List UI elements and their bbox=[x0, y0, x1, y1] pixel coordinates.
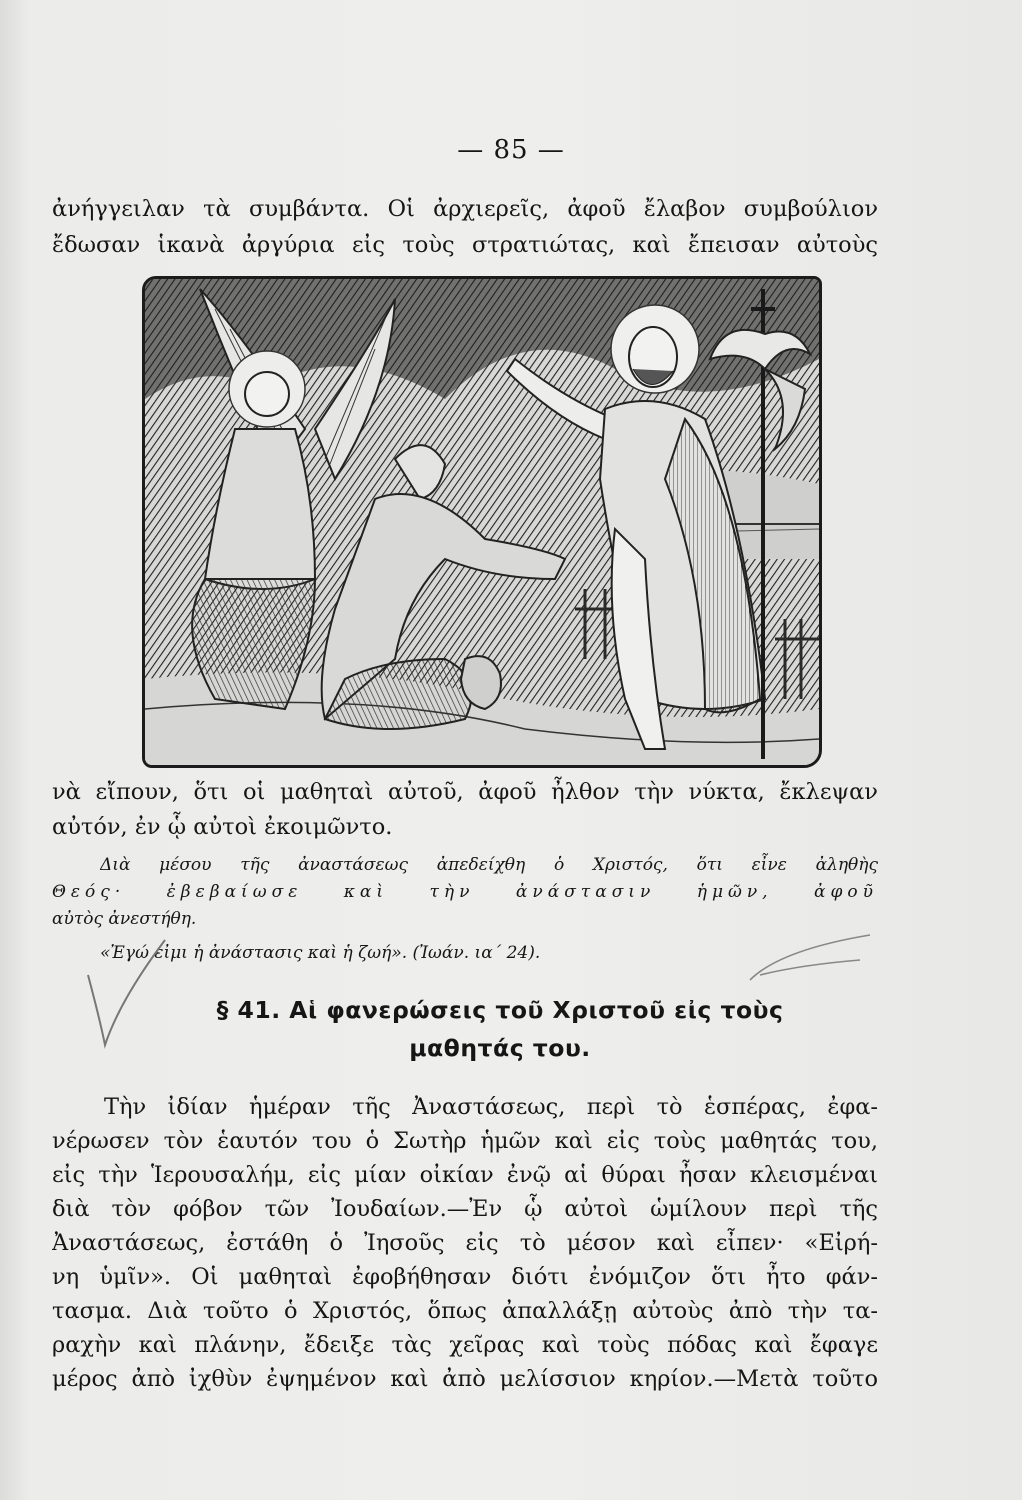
resurrection-engraving-drawing bbox=[145, 279, 819, 765]
caption-line: Διὰ μέσου τῆς ἀναστάσεως ἀπεδείχθη ὁ Χριστός, ὅτι εἶνε ἀληθὴς bbox=[100, 855, 878, 875]
caption-quote: «Ἐγώ εἰμι ἡ ἀνάστασις καὶ ἡ ζωή». (Ἰωάν. ια΄ 24). bbox=[100, 943, 541, 963]
text-line: Ἀναστάσεως, ἐστάθη ὁ Ἰησοῦς εἰς τὸ μέσον καὶ εἶπεν· «Εἰρή- bbox=[52, 1230, 878, 1256]
text-line: ἔδωσαν ἱκανὰ ἀργύρια εἰς τοὺς στρατιώτας, καὶ ἔπεισαν αὐτοὺς bbox=[52, 232, 878, 258]
text-line: τασμα. Διὰ τοῦτο ὁ Χριστός, ὅπως ἀπαλλάξῃ αὐτοὺς ἀπὸ τὴν τα- bbox=[52, 1298, 878, 1324]
text-line: Τὴν ἰδίαν ἡμέραν τῆς Ἀναστάσεως, περὶ τὸ ἑσπέρας, ἐφα- bbox=[104, 1094, 878, 1120]
text-line: ραχὴν καὶ πλάνην, ἔδειξε τὰς χεῖρας καὶ τοὺς πόδας καὶ ἔφαγε bbox=[52, 1332, 878, 1358]
text-line: μέρος ἀπὸ ἰχθὺν ἐψημένον καὶ ἀπὸ μελίσσιον κηρίον.—Μετὰ τοῦτο bbox=[52, 1366, 878, 1392]
text-line: νέρωσεν τὸν ἑαυτόν του ὁ Σωτὴρ ἡμῶν καὶ εἰς τοὺς μαθητάς του, bbox=[52, 1128, 878, 1154]
caption-line: Θεός· ἐβεβαίωσε καὶ τὴν ἀνάστασιν ἡμῶν, ἀφοῦ bbox=[52, 882, 878, 902]
resurrection-engraving bbox=[142, 276, 822, 768]
text-line: εἰς τὴν Ἱερουσαλήμ, εἰς μίαν οἰκίαν ἐνῷ αἱ θύραι ἦσαν κλεισμέναι bbox=[52, 1162, 878, 1188]
text-line: αὐτόν, ἐν ᾧ αὐτοὶ ἐκοιμῶντο. bbox=[52, 814, 393, 840]
section-title: § 41. Αἱ φανερώσεις τοῦ Χριστοῦ εἰς τοὺς bbox=[216, 996, 784, 1024]
page-number: — 85 — bbox=[457, 135, 565, 165]
section-title-continued: μαθητάς του. bbox=[409, 1034, 591, 1062]
text-line: νη ὑμῖν». Οἱ μαθηταὶ ἐφοβήθησαν διότι ἐνόμιζον ὅτι ἦτο φάν- bbox=[52, 1264, 878, 1290]
text-line: νὰ εἴπουν, ὅτι οἱ μαθηταὶ αὐτοῦ, ἀφοῦ ἦλθον τὴν νύκτα, ἔκλεψαν bbox=[52, 779, 878, 805]
caption-line: αὐτὸς ἀνεστήθη. bbox=[52, 909, 197, 929]
text-line: ἀνήγγειλαν τὰ συμβάντα. Οἱ ἀρχιερεῖς, ἀφοῦ ἔλαβον συμβούλιον bbox=[52, 196, 878, 222]
text-line: διὰ τὸν φόβον τῶν Ἰουδαίων.—Ἐν ᾧ αὐτοὶ ὡμίλουν περὶ τῆς bbox=[52, 1196, 878, 1222]
